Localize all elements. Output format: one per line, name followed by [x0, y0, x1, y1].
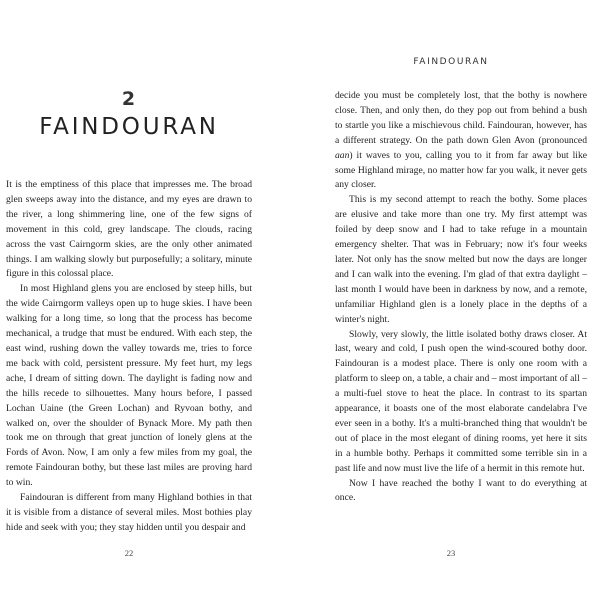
continued-text-end: ) it waves to you, calling you to it from far away but like some Highland mirage, no matter how far you walk, it never gets any closer. — [335, 149, 587, 191]
paragraph: Now I have reached the bothy I want to do everything at once. — [335, 477, 587, 504]
paragraph: It is the emptiness of this place that impresses me. The broad glen sweeps away into the distance, and my eyes are drawn to the river, a long shimmering line, one of the few signs of movement in this cold, grey landscape. The clouds, racing across the vast Cairngorm skies, are the only other animated things. I am walking slowly but purposefully; a solitary, minute figure in this colossal place. — [6, 179, 252, 280]
left-page-body — [6, 178, 252, 536]
page-number: 23 — [446, 548, 456, 558]
paragraph: This is my second attempt to reach the bothy. Some places are elusive and take more than one try. My first attempt was foiled by deep snow and I had to take refuge in a mountain emergency shelter. That was in February; now it's four weeks later. Not only has the snow melted but now the days are longer and I can walk into the evening. I'm glad of that extra daylight – last month I would have been in darkness by now, and a remote, unfamiliar Highland glen is a lonely place in the depths of a winter's night. — [335, 194, 587, 325]
paragraph: Slowly, very slowly, the little isolated bothy draws closer. At last, weary and cold, I push open the wind-scoured bothy door. Faindouran is a modest place. There is only one room with a platform to sleep on, a table, a chair and – most important of all – a multi-fuel stove to heat the place. In contrast to its spartan appearance, it boasts one of the most elaborate candelabra I've ever seen in a bothy. It's a multi-branched thing that wouldn't be out of place in the most elegant of dining rooms, yet here it sits in a humble bothy. Perhaps it committed some terrible sin in a past life and now must live the life of a hermit in this remote hut. — [335, 328, 587, 474]
running-head: FAINDOURAN — [413, 57, 489, 67]
paragraph: Faindouran is different from many Highland bothies in that it is visible from a distance of several miles. Most bothies play hide and seek with you; they stay hidden until you despair and — [6, 492, 252, 533]
continued-paragraph — [335, 89, 587, 193]
continued-text-start: decide you must be completely lost, that the bothy is nowhere close. Then, and only then, do they pop out from behind a bush to startle you like a mischievous child. Faindouran, however, has a different strategy. On the path down Glen Avon (pronounced — [335, 90, 587, 146]
right-page — [300, 0, 600, 600]
paragraph: In most Highland glens you are enclosed by steep hills, but the wide Cairngorm valleys open up to huge skies. I have been walking for a long time, so long that the process has become mechanical, a trudge that must be endured. With each step, the east wind, rushing down the valley towards me, tries to force me back with cold, persistent pressure. My feet hurt, my legs ache, I dream of sitting down. The daylight is fading now and the hills recede to silhouettes. Many hours before, I passed Lochan Uaine (the Green Lochan) and Ryvoan bothy, and walked on, over the shoulder of Bynack More. My path then took me on through that great junction of lonely glens at the Fords of Avon. Now, I am only a few miles from my goal, the remote Faindouran bothy, but these last miles are proving hard to win. — [6, 283, 252, 489]
page-number: 22 — [124, 548, 134, 558]
chapter-title: FAINDOURAN — [39, 114, 219, 140]
chapter-number: 2 — [121, 88, 137, 110]
pronunciation-italic: aan — [335, 149, 350, 161]
right-page-body — [335, 89, 587, 506]
